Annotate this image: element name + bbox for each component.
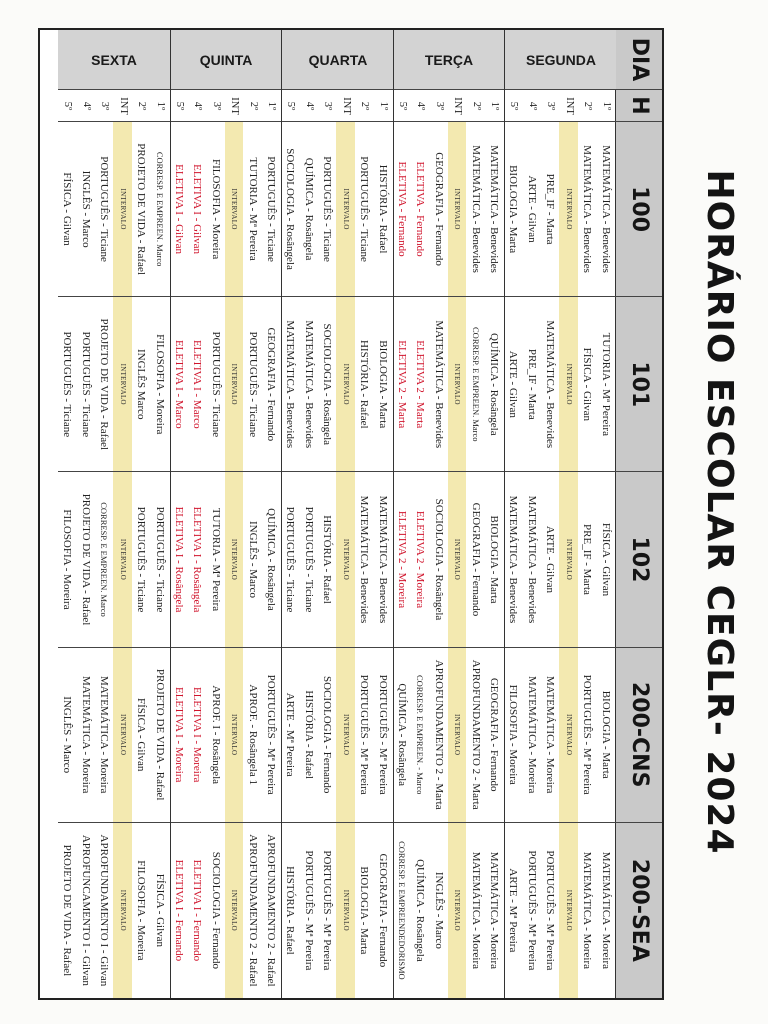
schedule-entry: PORTUGUÊS - Mª Pereira bbox=[321, 850, 334, 971]
schedule-entry: MATEMÁTICA - Benevides bbox=[488, 145, 501, 273]
hour-label: 4º bbox=[304, 101, 315, 111]
schedule-entry: PRE_IF - Marta bbox=[526, 348, 538, 420]
hour-column bbox=[171, 90, 282, 122]
schedule-entry: QUÍMICA - Rosângela bbox=[303, 157, 315, 261]
class-cell bbox=[171, 297, 282, 472]
schedule-entry: FILOSOFIA - Moreira bbox=[507, 684, 520, 785]
day-name-cell bbox=[171, 30, 282, 90]
schedule-entry: GEOGRAFIA - Fernando bbox=[433, 152, 445, 266]
class-cell bbox=[59, 297, 171, 472]
day-name-cell bbox=[283, 30, 394, 90]
schedule-entry: ELETIVA I - Marco bbox=[191, 339, 204, 429]
schedule-entry: PORTUGUÊS - Ticiane bbox=[61, 331, 74, 438]
class-cell bbox=[394, 472, 505, 647]
schedule-entry: PROJETO DE VIDA - Rafael bbox=[61, 844, 74, 977]
day-row bbox=[505, 30, 617, 998]
schedule-entry: MATEMÁTICA - Benevides bbox=[544, 320, 557, 449]
schedule-entry: PORTUGUÊS - Ticiane bbox=[154, 506, 166, 613]
schedule-entry: PORTUGUÊS - Ticiane bbox=[321, 156, 334, 262]
schedule-entry: FILOSOFIA - Moreira bbox=[210, 158, 222, 260]
schedule-entry: MATEMÁTICA - Moreira bbox=[526, 676, 538, 794]
schedule-entry: INTERVALO bbox=[337, 472, 356, 646]
day-name: QUARTA bbox=[308, 51, 368, 68]
schedule-entry: APROFUNCAMENTO I - Gilvan bbox=[80, 834, 92, 986]
schedule-entry: SOCIOLOGIA - Rosângela bbox=[433, 498, 445, 621]
hour-label: INT bbox=[118, 97, 129, 115]
class-cell bbox=[59, 122, 171, 297]
class-cell bbox=[506, 472, 617, 647]
schedule-entry: PROJETO DE VIDA - Rafael bbox=[154, 668, 166, 801]
schedule-entry: MATEMÁTICA - Benevides bbox=[470, 145, 482, 273]
class-cell bbox=[506, 823, 617, 998]
schedule-entry: INTERVALO bbox=[225, 823, 244, 998]
schedule-entry: CORRESP. E EMPREEN. Marco bbox=[99, 502, 110, 617]
schedule-entry: INTERVALO bbox=[114, 472, 133, 646]
day-name: TERÇA bbox=[425, 51, 474, 68]
schedule-entry: SOCIOLOGIA - Fernando bbox=[210, 851, 222, 970]
schedule-entry: PORTUGUÊS - Mª Pereira bbox=[358, 674, 371, 795]
day-name: QUINTA bbox=[199, 51, 253, 68]
class-cell bbox=[59, 472, 171, 647]
schedule-entry: PORTUGUÊS - Ticiane bbox=[80, 331, 92, 438]
schedule-entry: PORTUGUÊS - Ticiane bbox=[303, 506, 315, 613]
hour-label: 1º bbox=[266, 101, 278, 111]
schedule-entry: CORRESP. E EMPREEN. Marco bbox=[155, 151, 165, 267]
schedule-entry: INTERVALO bbox=[337, 823, 356, 998]
schedule-entry: ARTE - Gilvan bbox=[526, 175, 538, 243]
day-name: SEGUNDA bbox=[525, 51, 596, 68]
schedule-entry: INGLÊS - Marco bbox=[80, 170, 92, 248]
schedule-entry: GEOGRAFIA - Fernando bbox=[265, 327, 278, 442]
schedule-entry: QUÍMICA - Rosângela bbox=[396, 683, 408, 787]
hour-column bbox=[506, 90, 617, 122]
schedule-entry: APROFUNDAMENTO 2 - Rafael bbox=[247, 834, 259, 987]
schedule-entry: ELETIVA I - Fernando bbox=[191, 859, 204, 962]
schedule-entry: INTERVALO bbox=[114, 122, 133, 296]
schedule-entry: CORRESP. E EMPREEN. - Marco bbox=[415, 674, 426, 795]
schedule-entry: BIOLOGIA - Marta bbox=[488, 515, 501, 604]
schedule-entry: INTERVALO bbox=[225, 472, 244, 646]
schedule-entry: MATEMÁTICA - Benevides bbox=[358, 495, 371, 624]
schedule-entry: PORTUGUÊS - Ticiane bbox=[358, 156, 371, 262]
schedule-entry: PROJETO DE VIDA - Rafael bbox=[80, 493, 92, 626]
schedule-entry: INTERVALO bbox=[337, 648, 356, 822]
day-name-cell bbox=[394, 30, 505, 90]
hour-label: 2º bbox=[248, 101, 259, 111]
class-cell bbox=[394, 823, 505, 998]
hour-label: 4º bbox=[81, 101, 92, 111]
class-cell bbox=[283, 472, 394, 647]
schedule-entry: MATEMÁTICA - Benevides bbox=[433, 320, 445, 449]
schedule-entry: INTERVALO bbox=[448, 122, 467, 296]
schedule-entry: MATEMÁTICA - Moreira bbox=[80, 676, 92, 794]
hour-label: 3º bbox=[99, 101, 111, 111]
schedule-entry: BIOLOGIA - Marta bbox=[507, 165, 520, 254]
day-row bbox=[282, 30, 394, 998]
class-cell bbox=[283, 823, 394, 998]
schedule-entry: PORTUGUÊS - Ticiane bbox=[98, 156, 111, 262]
schedule-entry: SOCIOLOGIA - Fernando bbox=[321, 676, 334, 794]
schedule-entry: MATEMÁTICA - Benevides bbox=[526, 495, 538, 624]
schedule-entry: ELETIVA 2 - Moreira bbox=[396, 510, 408, 609]
schedule-entry: FÍSICA - Gilvan bbox=[135, 698, 148, 772]
header-dia: DIA bbox=[616, 30, 662, 90]
class-cell bbox=[59, 823, 171, 998]
schedule-entry: PORTUGUÊS - Ticiane bbox=[135, 506, 148, 613]
class-cell bbox=[59, 648, 171, 823]
hour-label: INT bbox=[341, 97, 352, 115]
schedule-entry: SOCIOLOGIA - Rosângela bbox=[284, 148, 297, 270]
schedule-entry: SOCIOLOGIA - Rosângela bbox=[321, 323, 334, 446]
schedule-entry: FÍSICA - Gilvan bbox=[600, 522, 612, 597]
header-h: H bbox=[616, 90, 662, 122]
schedule-entry: ELETIVA I - Fernando bbox=[173, 859, 185, 962]
day-row bbox=[59, 30, 171, 998]
schedule-entry: PORTUGUÊS - Ticiane bbox=[247, 331, 259, 438]
schedule-entry: MATEMÁTICA - Moreira bbox=[98, 676, 111, 794]
schedule-entry: MATEMÁTICA - Benevides bbox=[581, 145, 594, 273]
schedule-entry: ARTE - Gilvan bbox=[507, 350, 520, 418]
schedule-entry: ELETIVA I - Rosângela bbox=[173, 506, 185, 613]
header-class: 100 bbox=[616, 122, 662, 297]
schedule-entry: PORTUGUÊS - Ticiane bbox=[265, 156, 278, 262]
schedule-entry: INTERVALO bbox=[225, 297, 244, 471]
schedule-entry: INTERVALO bbox=[114, 297, 133, 471]
hour-label: 1º bbox=[601, 101, 612, 111]
schedule-entry: HISTÓRIA - Rafael bbox=[377, 164, 389, 254]
schedule-entry: PORTUGUÊS - Mª Pereira bbox=[265, 674, 278, 795]
schedule-entry: APROFUNDAMENTO I - Gilvan bbox=[98, 834, 111, 987]
schedule-entry: FILOSOFIA - Moreira bbox=[154, 334, 166, 435]
class-cell bbox=[283, 648, 394, 823]
schedule-entry: INTERVALO bbox=[560, 823, 579, 998]
schedule-entry: BIOLOGIA - Marta bbox=[600, 690, 612, 779]
schedule-entry: INTERVALO bbox=[560, 297, 579, 471]
schedule-entry: ELETIVA I - Marco bbox=[173, 339, 185, 429]
schedule-entry: INTERVALO bbox=[560, 648, 579, 822]
class-cell bbox=[506, 297, 617, 472]
schedule-entry: INGLÊS - Marco bbox=[247, 520, 259, 598]
schedule-entry: ELETIVA 2 - Marta bbox=[414, 340, 427, 429]
schedule-entry: INTERVALO bbox=[337, 122, 356, 296]
schedule-entry: GEOGRAFIA - Fernando bbox=[470, 502, 482, 617]
table-header bbox=[615, 30, 662, 998]
class-cell bbox=[506, 648, 617, 823]
schedule-entry: BIOLOGIA - Marta bbox=[377, 340, 389, 429]
hour-label: 4º bbox=[415, 101, 427, 111]
schedule-entry: ELETIVA - Fernando bbox=[414, 161, 427, 257]
schedule-entry: PORTUGUÊS - Mª Pereira bbox=[581, 674, 594, 795]
class-cell bbox=[506, 122, 617, 297]
class-cell bbox=[171, 648, 282, 823]
schedule-entry: MATEMÁTICA - Moreira bbox=[581, 851, 594, 970]
schedule-entry: FILOSOFIA - Moreira bbox=[135, 860, 148, 961]
day-name: SEXTA bbox=[91, 51, 138, 68]
schedule-entry: MATEMÁTICA - Benevides bbox=[303, 320, 315, 449]
schedule-entry: PORTUGUÊS - Mª Pereira bbox=[544, 850, 557, 971]
schedule-entry: APROFUNDAMENTO 2 - Rafael bbox=[265, 834, 278, 987]
hour-label: 4º bbox=[527, 101, 538, 111]
schedule-entry: INTERVALO bbox=[114, 648, 133, 822]
schedule-entry: HISTÓRIA - Rafael bbox=[303, 690, 315, 779]
schedule-table bbox=[38, 28, 664, 1000]
hour-label: 3º bbox=[434, 101, 445, 111]
class-cell bbox=[283, 297, 394, 472]
schedule-entry: INTERVALO bbox=[448, 648, 467, 822]
hour-label: 2º bbox=[582, 101, 594, 111]
hour-label: 3º bbox=[322, 101, 334, 111]
schedule-entry: PROJETO DE VIDA - Rafael bbox=[98, 318, 111, 451]
schedule-entry: ARTE - Mª Pereira bbox=[284, 692, 297, 777]
schedule-entry: MATEMÁTICA - Moreira bbox=[600, 851, 612, 970]
schedule-entry: FÍSICA - Gilvan bbox=[61, 172, 74, 246]
schedule-entry: INTERVALO bbox=[448, 823, 467, 998]
schedule-entry: INGLÊS Marco bbox=[135, 348, 148, 420]
schedule-entry: FILOSOFIA - Moreira bbox=[61, 509, 74, 610]
schedule-entry: ELETIVA I - Rosângela bbox=[191, 506, 204, 613]
hour-label: 2º bbox=[471, 101, 482, 111]
hour-label: 1º bbox=[489, 101, 501, 111]
schedule-entry: CORRESP. E EMPREEN. Marco bbox=[471, 327, 481, 442]
hour-label: 3º bbox=[211, 101, 222, 111]
schedule-entry: ELETIVA I - Gilvan bbox=[173, 164, 185, 255]
hour-column bbox=[59, 90, 171, 122]
class-cell bbox=[171, 122, 282, 297]
header-class: 200-CNS bbox=[616, 648, 662, 823]
schedule-entry: INGLÊS - Marco bbox=[433, 871, 445, 949]
hour-column bbox=[283, 90, 394, 122]
schedule-entry: PORTUGUÊS - Ticiane bbox=[284, 506, 297, 613]
hour-label: 1º bbox=[378, 101, 389, 111]
class-cell bbox=[283, 122, 394, 297]
schedule-entry: ARTE - Mª Pereira bbox=[507, 868, 520, 953]
schedule-entry: GEOGRAFIA - Fernando bbox=[488, 677, 501, 792]
day-row bbox=[393, 30, 505, 998]
schedule-entry: PORTUGUÊS - Mª Pereira bbox=[377, 674, 389, 795]
schedule-entry: FÍSICA - Gilvan bbox=[581, 347, 594, 421]
schedule-entry: ELETIVA I - Gilvan bbox=[191, 164, 204, 255]
schedule-entry: PROJETO DE VIDA - Rafael bbox=[135, 143, 148, 275]
schedule-entry: CORRESP. E EMPREENDEDORISMO bbox=[397, 841, 407, 980]
schedule-entry: MATEMÁTICA - Moreira bbox=[488, 851, 501, 970]
schedule-entry: MATEMÁTICA - Moreira bbox=[544, 676, 557, 794]
hour-label: 5º bbox=[285, 101, 297, 111]
schedule-entry: APROF. - Rosângela 1 bbox=[247, 684, 259, 785]
schedule-entry: ELETIVA 2 - Marta bbox=[396, 340, 408, 429]
hour-label: 3º bbox=[545, 101, 557, 111]
schedule-entry: QUÍMICA - Rosângela bbox=[414, 859, 427, 962]
hour-label: 5º bbox=[508, 101, 520, 111]
class-cell bbox=[394, 648, 505, 823]
schedule-entry: MATEMÁTICA - Moreira bbox=[470, 851, 482, 970]
schedule-entry: QUÍMICA - Rosângela bbox=[265, 508, 278, 611]
schedule-entry: GEOGRAFIA - Fernando bbox=[377, 853, 389, 968]
hour-column bbox=[394, 90, 505, 122]
schedule-entry: BIOLOGIA - Marta bbox=[358, 866, 371, 955]
header-class: 102 bbox=[616, 472, 662, 647]
day-name-cell bbox=[59, 30, 171, 90]
schedule-entry: INGLÊS - Marco bbox=[61, 696, 74, 774]
schedule-entry: TUTORIA - Mª Pereira bbox=[210, 507, 222, 612]
hour-label: 1º bbox=[155, 101, 166, 111]
schedule-entry: HISTÓRIA - Rafael bbox=[358, 339, 371, 429]
schedule-entry: HISTÓRIA - Rafael bbox=[321, 515, 334, 604]
hour-label: 5º bbox=[174, 101, 185, 111]
schedule-entry: APROF. I - Rosângela bbox=[210, 685, 222, 785]
hour-label: 5º bbox=[397, 101, 408, 111]
schedule-entry: MATEMÁTICA - Benevides bbox=[507, 495, 520, 624]
schedule-entry: FÍSICA - Gilvan bbox=[154, 873, 166, 948]
schedule-entry: PRE_IF - Marta bbox=[581, 524, 594, 595]
hour-label: INT bbox=[452, 97, 464, 115]
schedule-entry: PRE_IF - Marta bbox=[544, 173, 557, 245]
schedule-entry: ELETIVA I - Moreira bbox=[191, 686, 204, 783]
schedule-entry: ELETIVA 2 - Moreira bbox=[414, 510, 427, 609]
schedule-entry: MATEMÁTICA - Benevides bbox=[377, 495, 389, 624]
schedule-entry: HISTÓRIA - Rafael bbox=[284, 866, 297, 955]
class-cell bbox=[171, 823, 282, 998]
class-cell bbox=[394, 122, 505, 297]
class-cell bbox=[394, 297, 505, 472]
hour-label: 4º bbox=[192, 101, 204, 111]
schedule-entry: INTERVALO bbox=[225, 122, 244, 296]
hour-label: INT bbox=[564, 97, 575, 115]
schedule-entry: ELETIVA I - Moreira bbox=[173, 686, 185, 783]
header-class: 200-SEA bbox=[627, 858, 652, 962]
hour-label: INT bbox=[229, 97, 241, 115]
schedule-entry: TUTORIA - Mª Pereira bbox=[600, 332, 612, 436]
header-class: 101 bbox=[616, 297, 662, 472]
schedule-entry: QUÍMICA - Rosângela bbox=[488, 332, 501, 436]
hour-label: 2º bbox=[359, 101, 371, 111]
schedule-entry: TUTORIA - Mª Pereira bbox=[247, 157, 259, 261]
schedule-entry: INTERVALO bbox=[225, 648, 244, 822]
schedule-entry: INTERVALO bbox=[448, 297, 467, 471]
schedule-entry: PORTUGUÊS - Mª Pereira bbox=[303, 850, 315, 971]
schedule-entry: MATEMÁTICA - Benevides bbox=[600, 145, 612, 273]
schedule-entry: INTERVALO bbox=[114, 823, 133, 998]
day-row bbox=[170, 30, 282, 998]
hour-label: 5º bbox=[62, 101, 74, 111]
schedule-entry: ARTE - Gilvan bbox=[544, 525, 557, 594]
page-title: HORÁRIO ESCOLAR CEGLR- 2024 bbox=[699, 169, 740, 855]
hour-label: 2º bbox=[136, 101, 148, 111]
schedule-entry: APROFUNDAMENTO 2 - Marta bbox=[470, 659, 482, 810]
schedule-entry: PORTUGUÊS - Mª Pereira bbox=[526, 850, 538, 971]
schedule-entry: ELETIVA - Fernando bbox=[396, 161, 408, 257]
day-name-cell bbox=[506, 30, 617, 90]
schedule-entry: APROFUNDAMENTO 2 - Marta bbox=[433, 659, 445, 810]
schedule-entry: INTERVALO bbox=[337, 297, 356, 471]
schedule-entry: INTERVALO bbox=[448, 472, 467, 646]
schedule-entry: INTERVALO bbox=[560, 472, 579, 646]
schedule-entry: MATEMÁTICA - Benevides bbox=[284, 320, 297, 449]
class-cell bbox=[171, 472, 282, 647]
schedule-entry: INTERVALO bbox=[560, 122, 579, 296]
schedule-entry: PORTUGUÊS - Ticiane bbox=[210, 331, 222, 438]
